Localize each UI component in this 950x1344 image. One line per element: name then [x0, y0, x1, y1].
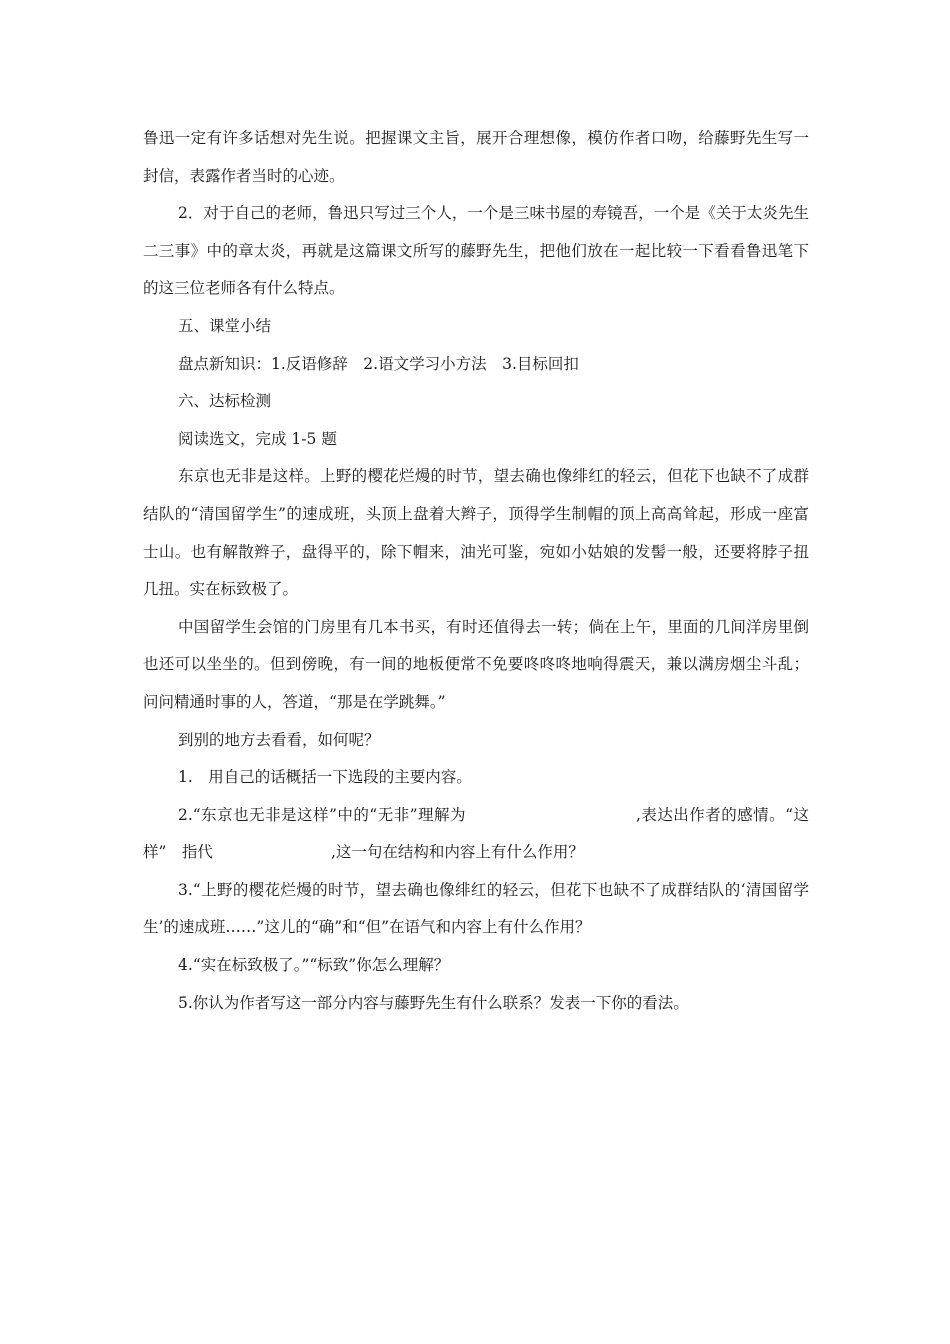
question-2 — [143, 797, 809, 872]
section-heading-summary: 五、课堂小结 — [178, 316, 272, 335]
question-5: 5.你认为作者写这一部分内容与藤野先生有什么联系？发表一下你的看法。 — [178, 993, 689, 1012]
question-2-part-1: 2.“东京也无非是这样”中的“无非”理解为 — [178, 805, 466, 824]
question-2-part-2: ,表达出作者的感情。“这样” 指代 — [143, 805, 809, 862]
paragraph-teacher-comparison: 2．对于自己的老师，鲁迅只写过三个人，一个是三味书屋的寿镜吾，一个是《关于太炎先生二三事》中的章太炎，再就是这篇课文所写的藤野先生，把他们放在一起比较一下看看鲁迅笔下的这三位老师各有什么特点。 — [143, 204, 809, 298]
paragraph-reading-instruction: 阅读选文，完成 1-5 题 — [178, 429, 337, 448]
question-3: 3.“上野的樱花烂熳的时节，望去确也像绯红的轻云，但花下也缺不了成群结队的‘清国留学生’的速成班……”这儿的“确”和“但”在语气和内容上有什么作用？ — [143, 880, 809, 937]
question-2-part-3: ,这一句在结构和内容上有什么作用？ — [330, 843, 584, 862]
section-heading-assessment: 六、达标检测 — [178, 392, 272, 411]
passage-paragraph-elsewhere: 到别的地方去看看，如何呢？ — [178, 730, 380, 749]
document-body — [143, 120, 809, 1022]
passage-paragraph-tokyo: 东京也无非是这样。上野的樱花烂熳的时节，望去确也像绯红的轻云，但花下也缺不了成群结队的“清国留学生”的速成班，头顶上盘着大辫子，顶得学生制帽的顶上高高耸起，形成一座富士山。也有解散辫子，盘得平的，除下帽来，油光可鉴，宛如小姑娘的发髻一般，还要将脖子扭几扭。实在标致极了。 — [143, 467, 809, 599]
passage-paragraph-hall: 中国留学生会馆的门房里有几本书买，有时还值得去一转；倘在上午，里面的几间洋房里倒也还可以坐坐的。但到傍晚，有一间的地板便常不免要咚咚咚地响得震天，兼以满房烟尘斗乱；问问精通时事的人，答道，“那是在学跳舞。” — [143, 617, 809, 711]
question-4: 4.“实在标致极了。”“标致”你怎么理解？ — [178, 956, 450, 975]
paragraph-new-knowledge: 盘点新知识：1.反语修辞 2.语文学习小方法 3.目标回扣 — [178, 354, 579, 373]
paragraph-letter-task: 鲁迅一定有许多话想对先生说。把握课文主旨，展开合理想像，模仿作者口吻，给藤野先生写一封信，表露作者当时的心迹。 — [143, 129, 809, 185]
question-1: 1. 用自己的话概括一下选段的主要内容。 — [178, 768, 472, 787]
